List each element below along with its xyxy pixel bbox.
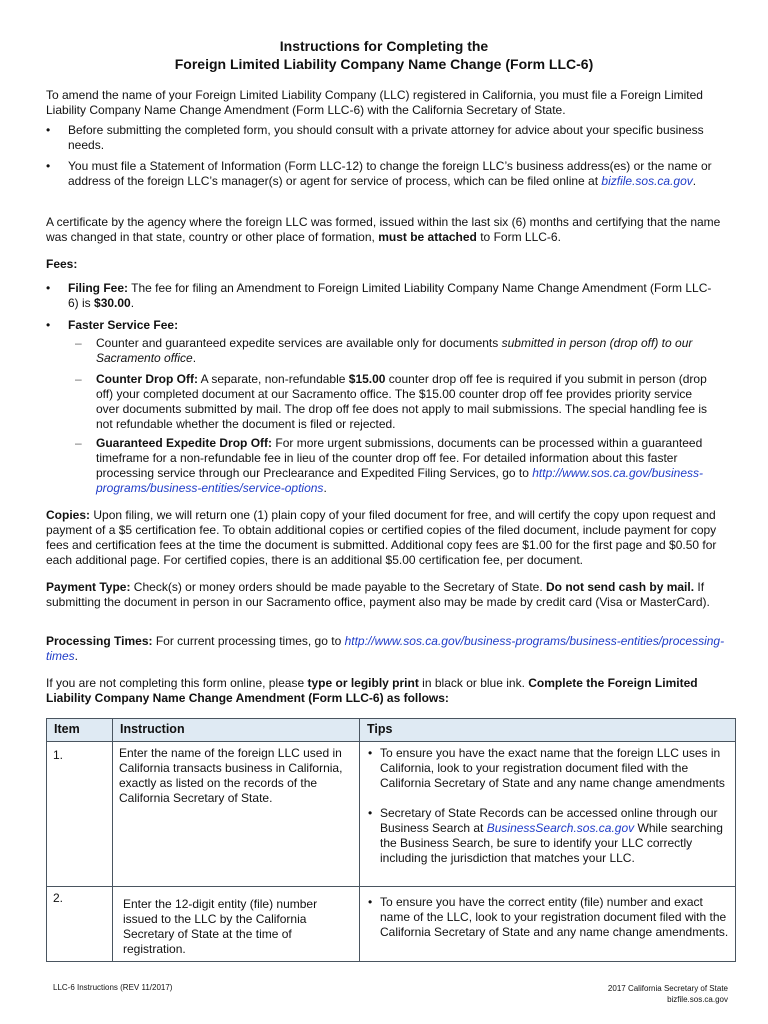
footer-website: bizfile.sos.ca.gov [667,995,728,1004]
service-options-link[interactable]: http://www.sos.ca.gov/business-programs/business-entities/service-options [96,466,703,495]
footer-copyright: 2017 California Secretary of State bizfile.sos.ca.gov [607,984,728,1004]
fees-heading: Fees: [46,257,78,271]
bullet-icon: • [46,281,51,295]
column-header-item: Item [47,719,113,742]
processing-times-link[interactable]: http://www.sos.ca.gov/business-programs/business-entities/processing-times [46,634,725,663]
table-header-row [47,719,736,742]
instruction-cell: Enter the name of the foreign LLC used in California transacts business in California, exactly as listed on the records of the California Secretary of State. [113,742,360,887]
column-header-instruction: Instruction [113,719,360,742]
footer-form-revision: LLC-6 Instructions (REV 11/2017) [53,983,173,992]
complete-instructions-paragraph: If you are not completing this form online, please type or legibly print in black or blue ink. Complete the Foreign Limited Liability Company Name Change Amendment (Form LLC-6) as follows: [46,676,698,705]
column-header-tips: Tips [360,719,736,742]
payment-type-paragraph: Payment Type: Check(s) or money orders should be made payable to the Secretary of State. Do not send cash by mail. If submitting the document in person in our Sacramento office, payment also may be made by credit card (Visa or MasterCard). [46,580,710,609]
bullet-icon: • [46,318,51,332]
copies-paragraph: Copies: Upon filing, we will return one (1) plain copy of your filed document for free, and will certify the copy upon request and payment of a $5 certification fee. To obtain additional copies or certified copies of the filed document, include payment for copy fees and certification fees at the time the document is submitted. Additional copy fees are $1.00 for the first page and $0.50 for each additional page. For certified copies, there is an additional $5.00 certification fee, per document. [46,508,717,567]
title-line-1: Instructions for Completing the [279,38,489,54]
table-row [47,742,736,887]
dash-icon: – [75,372,82,386]
dash-icon: – [75,336,82,350]
instruction-cell: Enter the 12-digit entity (file) number issued to the LLC by the California Secretary of State at the time of registration. [113,887,360,962]
certificate-paragraph: A certificate by the agency where the foreign LLC was formed, issued within the last six (6) months and certifying that the name was changed in that state, country or other place of formation, must be attached to Form LLC-6. [46,215,721,244]
tips-cell [360,742,736,887]
bizfile-link[interactable]: bizfile.sos.ca.gov [601,174,693,188]
item-number: 2. [47,887,113,962]
bullet-icon: • [46,123,51,137]
page-title [0,37,768,73]
item-number: 1. [47,742,113,887]
tip-item: • Secretary of State Records can be accessed online through our Business Search at BusinessSearch.sos.ca.gov While searching the Business Search, be sure to identify your LLC correctly including the jurisdiction that matches your LLC. [368,806,723,865]
business-search-link[interactable]: BusinessSearch.sos.ca.gov [486,821,635,835]
instructions-table [46,718,736,962]
title-line-2: Foreign Limited Liability Company Name Change (Form LLC-6) [174,56,594,72]
processing-times-paragraph: Processing Times: For current processing times, go to http://www.sos.ca.gov/business-programs/business-entities/processing-times. [46,634,725,663]
tip-item: • To ensure you have the correct entity (file) number and exact name of the LLC, look to your registration document filed with the California Secretary of State and any name change amendments. [368,895,729,939]
document-page: Instructions for Completing the Foreign Limited Liability Company Name Change (Form LLC-6) To amend the name of your Foreign Limited Liability Company (LLC) registered in California, you must file a Foreign Limited Liability Company Name Change Amendment (Form LLC-6) with the California Secretary of State. • Before submitting the completed form, you should consult with a private attorney for advice about your specific business needs. • You must file a Statement of Information (Form LLC-12) to change the foreign LLC’s business address(es) or the name or address of the foreign LLC’s manager(s) or agent for service of process, which can be filed online at bizfile.sos.ca.gov. A certificate by the agency where the foreign LLC was formed, issued within the last six (6) months and certifying that the name was changed in that state, country or other place of formation, must be attached to Form LLC-6. Fees: • Filing Fee: The fee for filing an Amendment to Foreign Limited Liability Company Name Change Amendment (Form LLC-6) is $30.00. • Faster Service Fee: – Counter and guaranteed expedite services are available only for documents submitted in person (drop off) to our Sacramento office. – Counter Drop Off: A separate, non-refundable $15.00 counter drop off fee is required if you submit in person (drop off) your completed document at our Sacramento office. The $15.00 counter drop off fee provides priority service over documents submitted by mail. The drop off fee does not apply to mail submissions. The special handling fee is not refundable whether the document is filed or rejected. – Guaranteed Expedite Drop Off: For more urgent submissions, documents can be processed within a guaranteed timeframe for a non-refundable fee in lieu of the counter drop off fee. For detailed information about this faster processing service through our Preclearance and Expedited Filing Services, go to http://www.sos.ca.gov/business-programs/business-entities/service-options. Copies: Upon filing, we will return one (1) plain copy of your filed document for free, and will certify the copy upon request and payment of a $5 certification fee. To obtain additional copies or certified copies of the filed document, include payment for copy fees and certification fees at the time the document is submitted. Additional copy fees are $1.00 for the first page and $0.50 for each additional page. For certified copies, there is an additional $5.00 certification fee, per document. Payment Type: Check(s) or money orders should be made payable to the Secretary of State. Do not send cash by mail. If submitting the document in person in our Sacramento office, payment also may be made by credit card (Visa or MasterCard). Processing Times: For current processing times, go to http://www.sos.ca.gov/business-programs/business-entities/processing-times. If you are not completing this form online, please type or legibly print in black or blue ink. Complete the Foreign Limited Liability Company Name Change Amendment (Form LLC-6) as follows: Item Instruction Tips 1. Enter the name of the foreign LLC used in California transacts business in California, exactly as listed on the records of the California Secretary of State. • To ensure you have the exact name that the foreign LLC uses in California, look to your registration document filed with the California Secretary of State and any name change amendments • Secretary of State Records can be accessed online through our Business Search at BusinessSearch.sos.ca.gov While searching the Business Search, be sure to identify your LLC correctly including the jurisdiction that matches your LLC. 2. Enter the 12-digit entity (file) number issued to the LLC by the California Secretary of State at the time of registration. • To ensure you have the correct entity (file) number and exact name of the LLC, look to your registration document filed with the California Secretary of State and any name change amendments. LLC-6 Instructions (REV 11/2017) 2017 California Secretary of State bizfile.sos.ca.gov [0,0,768,1024]
tips-cell [360,887,736,962]
bullet-icon: • [46,159,51,173]
tip-item: • To ensure you have the exact name that the foreign LLC uses in California, look to your registration document filed with the California Secretary of State and any name change amendments [368,746,725,790]
intro-paragraph: To amend the name of your Foreign Limited Liability Company (LLC) registered in California, you must file a Foreign Limited Liability Company Name Change Amendment (Form LLC-6) with the California Secretary of State. [46,88,703,117]
table-row [47,887,736,962]
dash-icon: – [75,436,82,450]
